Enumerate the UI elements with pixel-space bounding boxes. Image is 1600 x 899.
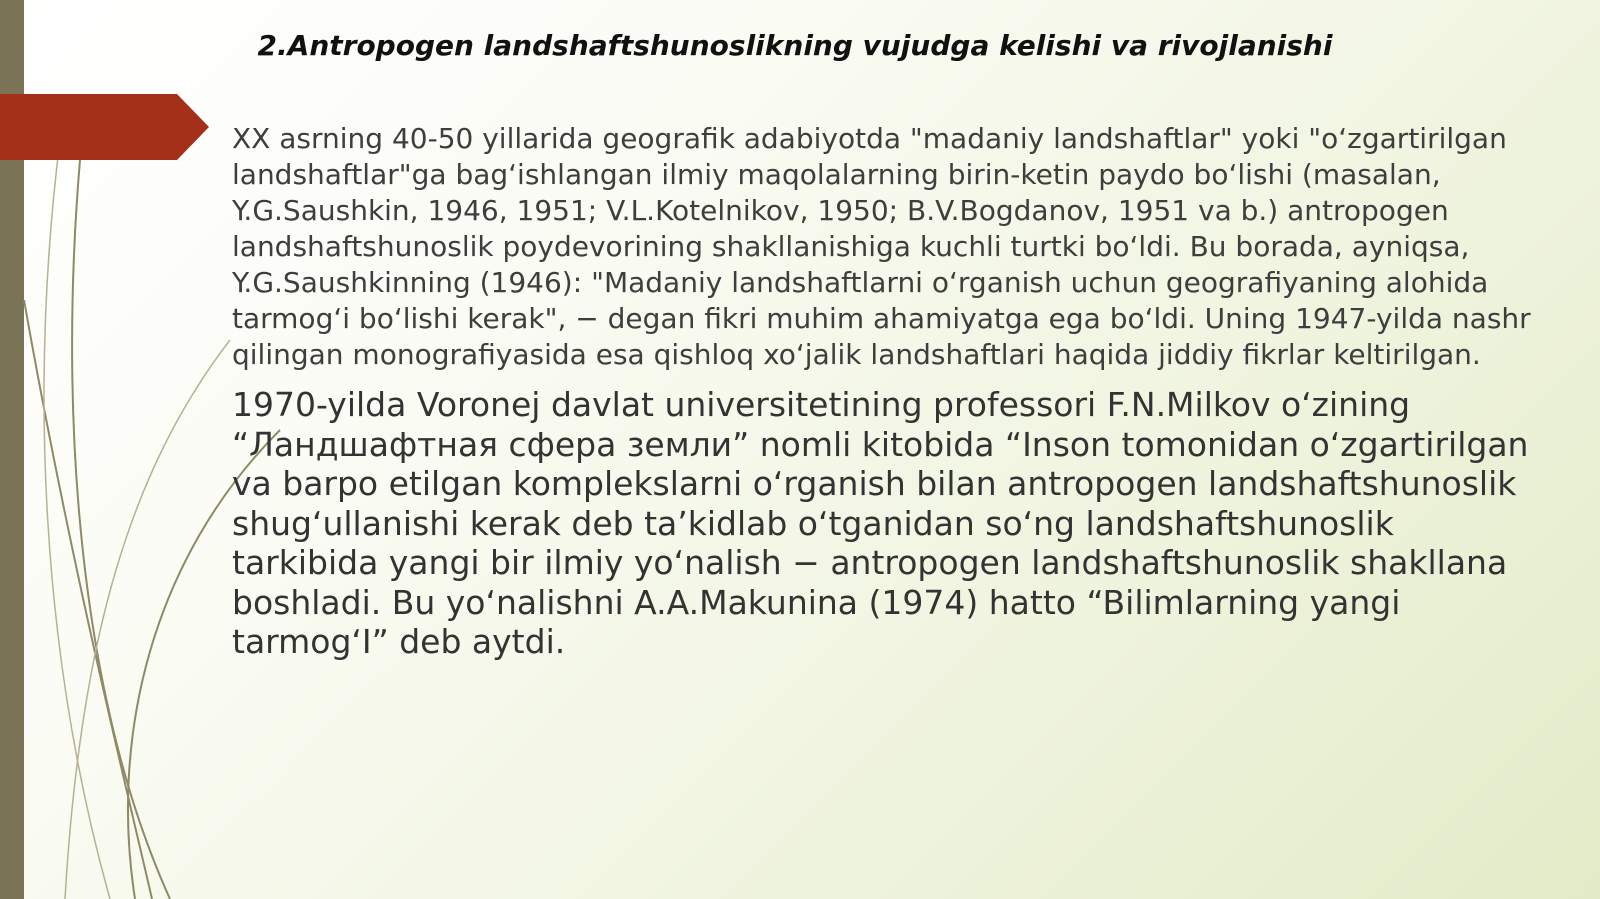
decor-curve-5 [44, 140, 110, 899]
accent-arrow-shape [0, 0, 220, 170]
slide-title: 2.Antropogen landshaftshunoslikning vujudga kelishi va rivojlanishi [257, 29, 1333, 62]
accent-arrow [0, 94, 209, 160]
body-paragraph-1: XX asrning 40-50 yillarida geografik adabiyotda "madaniy landshaftlar" yoki "o‘zgartirilgan landshaftlar"ga bag‘ishlangan ilmiy maqolalarning birin-ketin paydo bo‘lishi (masalan, Y.G.Saushkin, 1946, 1951; V.L.Kotelnikov, 1950; B.V.Bogdanov, 1951 va b.) antropogen landshaftshunoslik poydevorining shakllanishiga kuchli turtki bo‘ldi. Bu borada, ayniqsa, Y.G.Saushkinning (1946): "Madaniy landshaftlarni o‘rganish uchun geografiyaning alohida tarmog‘i bo‘lishi kerak", − degan fikri muhim ahamiyatga ega bo‘ldi. Uning 1947-yilda nashr qilingan monografiyasida esa qishloq xo‘jalik landshaftlari haqida jiddiy fikrlar keltirilgan. [232, 122, 1531, 371]
body-paragraph-2: 1970-yilda Voronej davlat universitetining professori F.N.Milkov o‘zining “Ландшафтная сфера земли” nomli kitobida “Inson tomonidan o‘zgartirilgan va barpo etilgan komplekslarni o‘rganish bilan antropogen landshaftshunoslik shug‘ullanishi kerak deb ta’kidlab o‘tganidan so‘ng landshaftshunoslik tarkibida yangi bir ilmiy yo‘nalish − antropogen landshaftshunoslik shakllana boshladi. Bu yo‘nalishni A.A.Makunina (1974) hatto “Bilimlarning yangi tarmog‘I” deb aytdi. [232, 385, 1529, 661]
decor-curve-1 [72, 160, 170, 899]
slide-body [232, 121, 1532, 662]
decor-curve-4 [65, 340, 230, 899]
